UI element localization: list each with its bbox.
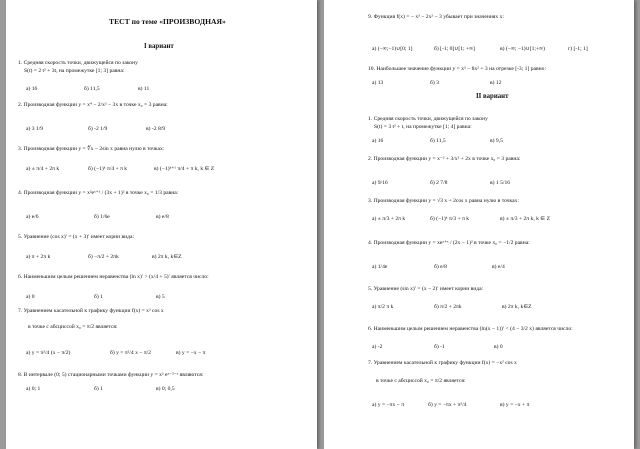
answer-option-b: б) y = π²/4 x − π/2: [110, 350, 152, 356]
answer-option-b: б) 11,5: [430, 138, 446, 144]
question-text: 9. Функция f(x) = − x³ − 2x² − 3 убывает при значениях x:: [368, 14, 504, 20]
answer-option-b: б) 1/6e: [94, 214, 110, 220]
answer-option-c: в) y = −x − π: [176, 350, 206, 356]
answer-option-d: г) [-1; 1]: [568, 46, 588, 52]
answer-option-b: б) y = −πx + π²/4: [428, 402, 467, 408]
question-text: 10. Наибольшее значение функции y = x³ − 8x² + 3 на отрезке [-3; 1] равно:: [368, 66, 547, 72]
answer-option-b: б) −π/2 + 2πk: [88, 254, 119, 260]
answer-option-c: в) 0: [494, 344, 503, 350]
answer-option-a: а) e/6: [26, 214, 39, 220]
question-text: 3. Производная функции y = √3 x + 2cos x равна нулю в точках:: [368, 198, 519, 204]
answer-option-a: а) ± π/3 + 2π k: [372, 216, 406, 222]
question-text: 1. Средняя скорость точки, движущейся по закону: [368, 116, 488, 122]
answer-option-b: б) 11,5: [84, 86, 100, 92]
question-text: 6. Наименьшим целым решением неравенства (ln(x − 1))′ < (4 − 3/2 x) является число:: [368, 326, 573, 332]
answer-option-b: б) 3: [430, 80, 439, 86]
answer-option-a: а) 1/4e: [372, 264, 388, 270]
question-text: 4. Производная функции y = x²eˣ⁺¹ / (3x + 1)² в точке x₀ = 1/3 равна:: [18, 190, 179, 196]
answer-option-a: а) π + 2π k: [26, 254, 51, 260]
question-text: 4. Производная функции y = xeˣ⁺ˣ / (2x − 1)² в точке x₀ = −1/2 равна:: [368, 240, 530, 246]
question-text: 1. Средняя скорость точки, движущейся по закону: [18, 60, 138, 66]
question-text-2: в точке с абсциссой x₀ = π/2 является:: [28, 324, 118, 330]
answer-option-a: а) ± π/4 + 2π k: [26, 166, 60, 172]
answer-option-a: а) 16: [372, 138, 384, 144]
answer-option-a: а) π/2 π k: [372, 304, 394, 310]
answer-option-c: в) ± π/3 + 2π k, k ∈ Z: [500, 216, 550, 222]
answer-option-c: в) (−1)ᵏ⁺¹ π/4 + π k, k ∈ Z: [154, 166, 215, 172]
answer-option-c: в) 0; 0,5: [156, 386, 175, 392]
question-text: 7. Уравнением касательной к графику функции f(x) = x² cos x: [18, 308, 164, 314]
answer-option-a: а) 0; 1: [26, 386, 41, 392]
question-text: 5. Уравнение (cos x)′ = (x + 3)′ имеет корни вида:: [18, 234, 135, 240]
variant-heading-1: I вариант: [144, 43, 174, 50]
answer-option-b: б) 2 7/8: [430, 180, 448, 186]
answer-option-b: б) -2 1/9: [88, 126, 108, 132]
answer-option-b: б) (−1)ᵏ π/4 + π k: [88, 166, 128, 172]
answer-option-c: в) 12: [490, 80, 502, 86]
answer-option-b: б) -1: [434, 344, 445, 350]
answer-option-c: в) -2 8/9: [146, 126, 166, 132]
question-text-2: в точке с абсциссой x₀ = π/2 является:: [376, 378, 466, 384]
answer-option-c: в) 9,5: [490, 138, 503, 144]
answer-option-a: а) y = −πx − π: [372, 402, 405, 408]
answer-option-a: а) -2: [372, 344, 383, 350]
question-formula: S(t) = 2 t² + 3t, на промежутке [1; 3] равна:: [24, 68, 125, 74]
variant-heading-2: II вариант: [476, 93, 509, 100]
answer-option-c: в) 11: [138, 86, 150, 92]
answer-option-a: а) 13: [372, 80, 384, 86]
question-formula: S(t) = 3 t² + t, на промежутке [1; 4] равна:: [374, 124, 472, 130]
answer-option-c: в) e/4: [492, 264, 505, 270]
answer-option-b: б) e/8: [434, 264, 447, 270]
question-text: 6. Наименьшим целым решением неравенства (ln x)′ > (x/4 + 5)′ является число:: [18, 274, 209, 280]
answer-option-a: а) 0: [26, 294, 35, 300]
test-title: ТЕСТ по теме «ПРОИЗВОДНАЯ»: [109, 17, 226, 26]
question-text: 3. Производная функции y = ∜x − 2sin x равна нулю в точках:: [18, 146, 165, 152]
question-text: 7. Уравнением касательной к графику функции f(x) = −x² cos x: [368, 360, 517, 366]
question-text: 8. В интервале (0; 5) стационарными точками функции y = x² eˣ⁻²⁻ˣ являются:: [18, 372, 204, 378]
answer-option-a: а) (−∞;−1)∪[0; 1]: [372, 46, 413, 52]
answer-option-c: в) e/8: [156, 214, 169, 220]
answer-option-c: в) y = −x + π: [500, 402, 530, 408]
question-text: 2. Производная функции y = x⁴ − 2/x² − 3x в точке x₀ = 3 равна:: [18, 102, 168, 108]
question-text: 2. Производная функции y = x⁻² + 3/x² + 2x в точке x₀ = 3 равна:: [368, 156, 521, 162]
answer-option-b: б) 1: [94, 294, 103, 300]
answer-option-a: а) 3 1/9: [26, 126, 44, 132]
test-page-right: [324, 0, 634, 449]
answer-option-c: в) (−∞; −1)∪[1;+∞): [500, 46, 545, 52]
question-text: 5. Уравнение (sin x)′ = (x − 2)′ имеет корни вида:: [368, 286, 484, 292]
answer-option-b: б) 1: [94, 386, 103, 392]
answer-option-b: б) (−1)ᵏ π/3 + π k: [430, 216, 470, 222]
answer-option-c: в) 1 5/16: [490, 180, 511, 186]
answer-option-a: а) 9/16: [372, 180, 388, 186]
answer-option-b: б) π/2 + 2πk: [434, 304, 462, 310]
answer-option-b: б) [-1; 0]∪[1; +∞]: [434, 46, 475, 52]
answer-option-c: в) 2π k, k∈Z: [152, 254, 182, 260]
answer-option-a: а) 16: [26, 86, 38, 92]
answer-option-c: в) 2π k, k∈Z: [502, 304, 532, 310]
test-page-left: [6, 0, 317, 449]
answer-option-c: в) 5: [156, 294, 165, 300]
answer-option-a: а) y = π²/4 (x − π/2): [26, 350, 71, 356]
